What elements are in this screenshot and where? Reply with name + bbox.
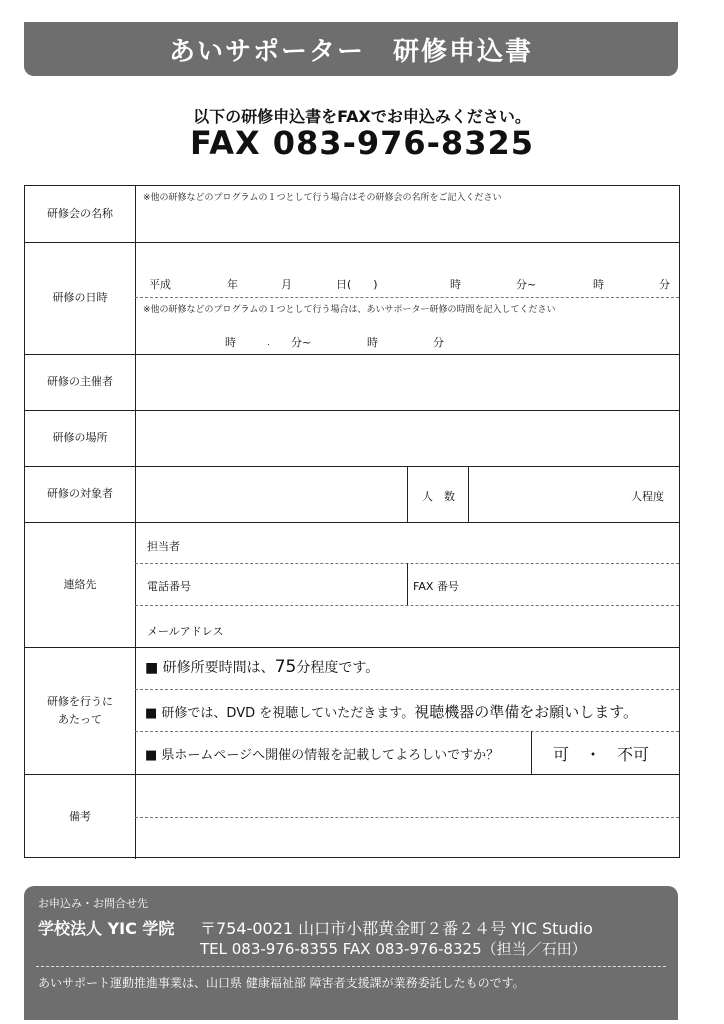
form-title: あいサポーター 研修申込書 [168,36,533,67]
count-divider [468,466,469,522]
application-form [24,185,680,858]
fax-instruction: 以下の研修申込書をFAXでお申込みください。 [193,107,531,126]
contact-dashed-divider [135,605,679,606]
duration-note-pre: ■ 研修所要時間は、 [145,660,275,676]
date-hour-start: 時 [450,278,461,291]
choice-divider [531,731,532,774]
date-label: 研修の日時 [52,291,108,305]
place-field[interactable] [137,412,677,464]
fax-label: FAX 番号 [413,580,459,593]
date-month: 月 [281,278,292,291]
time-minute-end: 分 [433,336,444,349]
footer-tel-fax: TEL 083-976-8355 FAX 083-976-8325（担当／石田） [200,940,587,958]
duration-note [145,657,379,677]
date-hour-end: 時 [593,278,604,291]
remarks-field[interactable] [137,776,677,856]
organizer-field[interactable] [137,356,677,408]
label-column-divider [135,186,136,859]
notes-label [25,647,135,774]
name-note: ※他の研修などのプログラムの１つとして行う場合はその研修会の名所をご記入ください [143,193,502,203]
time-hour-start: 時 [225,336,236,349]
place-label: 研修の場所 [52,431,108,445]
notes-label-line1: 研修を行うに [47,694,113,708]
date-day: 日( ) [336,278,378,291]
time-hour-end: 時 [367,336,378,349]
fax-number-headline: FAX 083-976-8325 [190,124,534,162]
duration-note-post: 分程度です。 [296,660,380,676]
publish-question: ■ 県ホームページへ開催の情報を記載してよろしいですか？ [145,748,500,763]
form-title-banner [24,22,678,76]
time-dot: . [267,338,270,348]
count-unit: 人程度 [631,490,664,503]
contact-label: 連絡先 [63,577,97,591]
footer-organization: 学校法人 YIC 学院 [38,919,175,938]
dvd-note-post: 視聴機器の準備をお願いします。 [414,703,639,721]
phone-label: 電話番号 [147,580,191,593]
remarks-label: 備考 [69,809,91,823]
phone-field[interactable] [137,566,405,604]
count-field[interactable] [471,468,621,520]
email-label: メールアドレス [147,625,224,638]
notes-label-line2: あたって [58,712,102,726]
name-label: 研修会の名称 [47,207,113,221]
fax-field[interactable] [409,566,677,604]
date-year: 年 [227,278,238,291]
contact-footer [24,886,678,1020]
date-minute-end: 分 [659,278,670,291]
duration-minutes: 75 [274,657,297,677]
phone-fax-divider [407,563,408,605]
footer-note: あいサポート運動推進事業は、山口県 健康福祉部 障害者支援課が業務委託したものです。 [38,976,525,990]
date-era: 平成 [149,278,171,291]
target-divider [407,466,408,522]
contact-person-field[interactable] [137,524,677,562]
target-field[interactable] [137,468,405,520]
time-minute-start: 分~ [291,336,312,349]
email-field[interactable] [137,608,677,645]
organizer-label: 研修の主催者 [47,375,113,389]
target-label: 研修の対象者 [47,487,113,501]
footer-contact-title: お申込み・お問合せ先 [38,897,148,910]
date-dashed-divider [135,297,679,298]
date-minute-start: 分~ [516,278,537,291]
dvd-note [145,701,638,722]
name-field[interactable] [137,204,677,240]
notes-dashed-divider [135,731,679,732]
footer-divider [36,966,666,967]
date-note: ※他の研修などのプログラムの１つとして行う場合は、あいサポーター研修の時間を記入してください [143,305,556,315]
publish-choice[interactable]: 可 ・ 不可 [553,745,650,764]
contact-person-label: 担当者 [147,540,180,553]
dvd-note-pre: ■ 研修では、DVD を視聴していただきます。 [145,706,415,721]
notes-dashed-divider [135,689,679,690]
count-label: 人 数 [422,490,455,503]
footer-address: 〒754-0021 山口市小郡黄金町２番２４号 YIC Studio [200,919,593,938]
